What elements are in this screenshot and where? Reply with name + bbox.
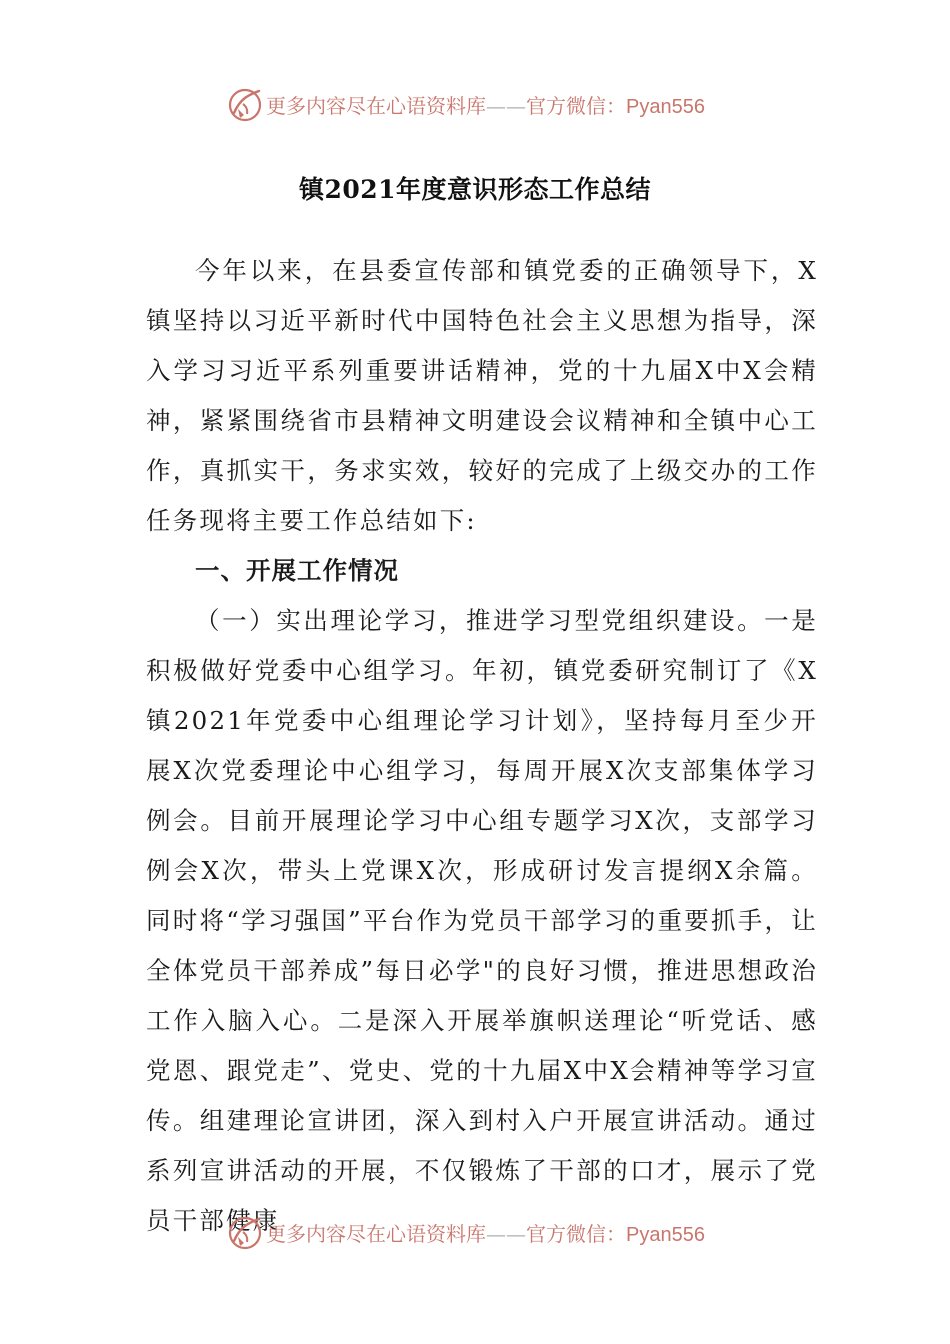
watermark-separator: —— [486,1221,526,1246]
watermark-label: 官方微信： [526,93,626,118]
watermark-prefix: 更多内容尽在心语资料库 [266,93,486,118]
watermark-handle: Pyan556 [626,1223,705,1246]
watermark-text [266,90,705,119]
signature-pen-icon [226,1213,264,1251]
watermark-separator: —— [486,93,526,118]
watermark-label: 官方微信： [526,1221,626,1246]
section-paragraph: （一）实出理论学习，推进学习型党组织建设。一是积极做好党委中心组学习。年初，镇党委研究制订了《X镇2021年党委中心组理论学习计划》，坚持每月至少开展X次党委理论中心组学习，每周开展X次支部集体学习例会。目前开展理论学习中心组专题学习X次，支部学习例会X次，带头上党课X次，形成研讨发言提纲X余篇。同时将“学习强国”平台作为党员干部学习的重要抓手，让全体党员干部养成”每日必学"的良好习惯，推进思想政治工作入脑入心。二是深入开展举旗帜送理论“听党话、感党恩、跟党走”、党史、党的十九届X中X会精神等学习宣传。组建理论宣讲团，深入到村入户开展宣讲活动。通过系列宣讲活动的开展，不仅锻炼了干部的口才，展示了党员干部健康 [146,606,818,1235]
watermark-banner-bottom [226,1212,705,1252]
intro-paragraph: 今年以来，在县委宣传部和镇党委的正确领导下，X镇坚持以习近平新时代中国特色社会主义思想为指导，深入学习习近平系列重要讲话精神，党的十九届X中X会精神，紧紧围绕省市县精神文明建设会议精神和全镇中心工作，真抓实干，务求实效，较好的完成了上级交办的工作任务现将主要工作总结如下: [146,256,818,535]
watermark-prefix: 更多内容尽在心语资料库 [266,1221,486,1246]
watermark-text [266,1218,705,1247]
section-heading: 一、开展工作情况 [195,556,399,585]
document-title: 镇2021年度意识形态工作总结 [298,175,652,204]
document-body [146,246,818,1246]
signature-pen-icon [226,85,264,123]
watermark-handle: Pyan556 [626,95,705,118]
watermark-banner-top [226,84,705,124]
